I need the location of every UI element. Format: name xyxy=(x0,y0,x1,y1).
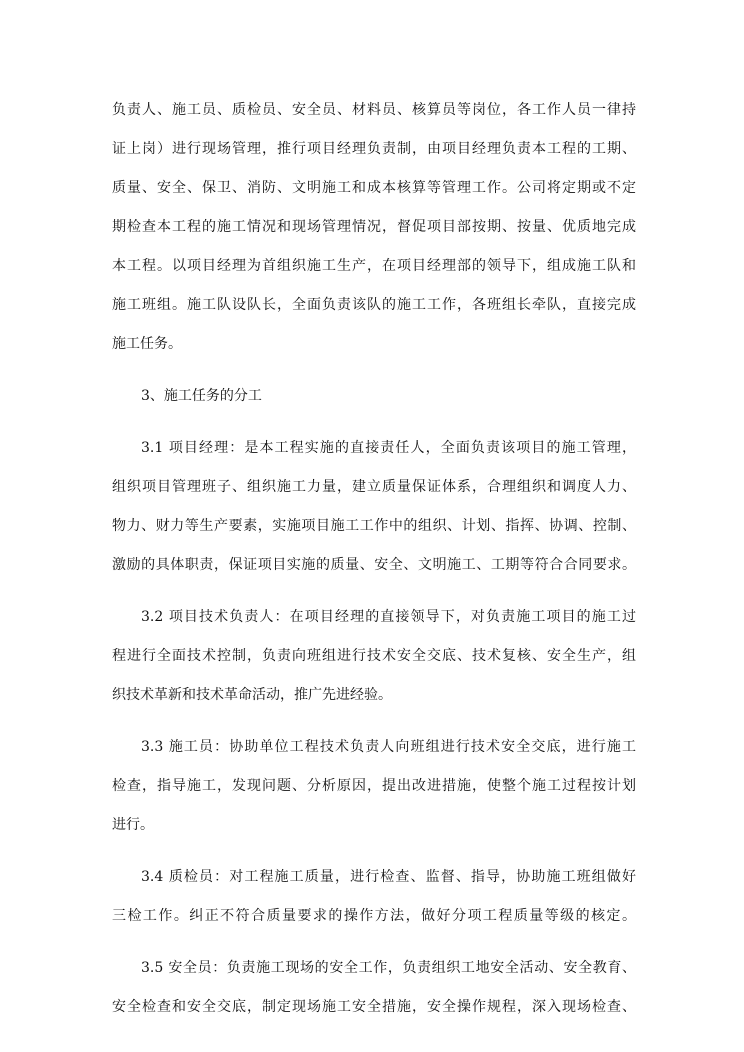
text-line: 施工任务。 xyxy=(112,336,182,352)
text-line: 检查，指导施工，发现问题、分析原因，提出改进措施，使整个施工过程按计划 xyxy=(112,778,636,794)
paragraph-quality-inspector xyxy=(112,858,636,936)
text-line: 质量、安全、保卫、消防、文明施工和成本核算等管理工作。公司将定期或不定 xyxy=(112,180,636,196)
text-line: 负责人、施工员、质检员、安全员、材料员、核算员等岗位，各工作人员一律持 xyxy=(112,102,636,118)
paragraph-technical-lead xyxy=(112,598,636,715)
text-line: 3.1 项目经理：是本工程实施的直接责任人，全面负责该项目的施工管理， xyxy=(141,440,636,456)
text-line: 期检查本工程的施工情况和现场管理情况，督促项目部按期、按量、优质地完成 xyxy=(112,219,636,235)
section-heading: 3、施工任务的分工 xyxy=(141,388,262,404)
text-line: 织技术革新和技术革命活动，推广先进经验。 xyxy=(112,687,392,703)
text-line: 3.2 项目技术负责人：在项目经理的直接领导下，对负责施工项目的施工过 xyxy=(141,609,636,625)
text-line: 组织项目管理班子、组织施工力量，建立质量保证体系，合理组织和调度人力、 xyxy=(112,479,636,495)
section-heading-task-division xyxy=(112,377,636,416)
paragraph-management-intro xyxy=(112,91,636,364)
text-line: 进行。 xyxy=(112,817,154,833)
paragraph-safety-officer xyxy=(112,949,636,1027)
document-body xyxy=(112,91,636,1040)
text-line: 3.3 施工员：协助单位工程技术负责人向班组进行技术安全交底，进行施工 xyxy=(141,739,636,755)
text-line: 3.5 安全员：负责施工现场的安全工作，负责组织工地安全活动、安全教育、 xyxy=(141,960,636,976)
text-line: 安全检查和安全交底，制定现场施工安全措施，安全操作规程，深入现场检查、 xyxy=(112,999,636,1015)
text-line: 激励的具体职责，保证项目实施的质量、安全、文明施工、工期等符合合同要求。 xyxy=(112,557,636,573)
text-line: 证上岗）进行现场管理，推行项目经理负责制，由项目经理负责本工程的工期、 xyxy=(112,141,636,157)
text-line: 程进行全面技术控制，负责向班组进行技术安全交底、技术复核、安全生产，组 xyxy=(112,648,636,664)
text-line: 3.4 质检员：对工程施工质量，进行检查、监督、指导，协助施工班组做好 xyxy=(141,869,636,885)
text-line: 物力、财力等生产要素，实施项目施工工作中的组织、计划、指挥、协调、控制、 xyxy=(112,518,636,534)
paragraph-construction-staff xyxy=(112,728,636,845)
text-line: 三检工作。纠正不符合质量要求的操作方法，做好分项工程质量等级的核定。 xyxy=(112,908,636,924)
text-line: 施工班组。施工队设队长，全面负责该队的施工工作，各班组长牵队，直接完成 xyxy=(112,297,636,313)
text-line: 本工程。以项目经理为首组织施工生产，在项目经理部的领导下，组成施工队和 xyxy=(112,258,636,274)
paragraph-project-manager xyxy=(112,429,636,585)
